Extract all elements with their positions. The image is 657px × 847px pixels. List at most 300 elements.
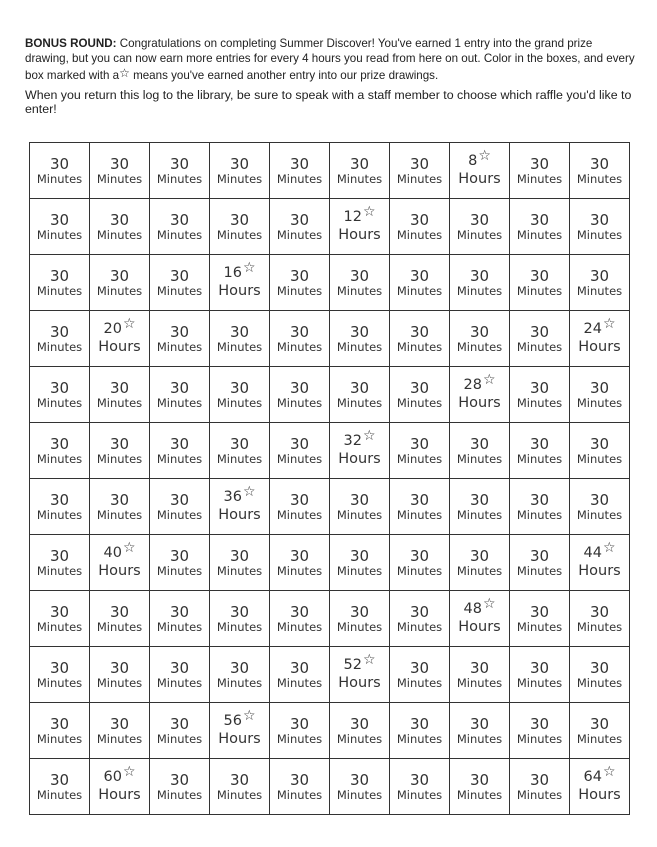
cell-unit: Minutes: [276, 339, 323, 354]
cell-unit: Minutes: [456, 731, 503, 746]
cell-unit: Minutes: [156, 563, 203, 578]
cell-number: 30: [589, 434, 610, 453]
time-cell[interactable]: [30, 367, 90, 423]
time-cell[interactable]: [270, 479, 330, 535]
time-cell[interactable]: [510, 367, 570, 423]
cell-number: 30: [409, 546, 430, 565]
cell-number: 30: [409, 714, 430, 733]
milestone-number: 60: [103, 768, 122, 785]
cell-number: 30: [49, 434, 70, 453]
time-cell[interactable]: [30, 479, 90, 535]
milestone-cell[interactable]: [450, 367, 510, 423]
milestone-cell[interactable]: [570, 311, 630, 367]
cell-number: 30: [589, 154, 610, 173]
time-cell[interactable]: [390, 759, 450, 815]
milestone-cell[interactable]: [330, 199, 390, 255]
time-cell[interactable]: [450, 759, 510, 815]
time-cell[interactable]: [510, 479, 570, 535]
cell-unit: Minutes: [216, 395, 263, 410]
cell-number: 30: [409, 434, 430, 453]
cell-unit: Minutes: [156, 171, 203, 186]
time-cell[interactable]: [210, 591, 270, 647]
cell-unit: Minutes: [336, 787, 383, 802]
cell-unit: Minutes: [276, 227, 323, 242]
time-cell[interactable]: [450, 479, 510, 535]
cell-unit: Minutes: [96, 171, 143, 186]
cell-number: 30: [169, 434, 190, 453]
cell-number: 30: [469, 770, 490, 789]
cell-unit: Minutes: [36, 339, 83, 354]
milestone-cell[interactable]: [210, 479, 270, 535]
cell-number: 30: [229, 546, 250, 565]
milestone-number-wrap: [90, 315, 149, 338]
cell-unit: Minutes: [96, 731, 143, 746]
time-cell[interactable]: [30, 535, 90, 591]
grid-row: [30, 143, 630, 199]
time-cell[interactable]: [150, 367, 210, 423]
cell-unit: Minutes: [156, 787, 203, 802]
cell-unit: Minutes: [216, 563, 263, 578]
cell-unit: Minutes: [396, 451, 443, 466]
time-cell[interactable]: [450, 199, 510, 255]
milestone-cell[interactable]: [210, 703, 270, 759]
cell-number: 30: [409, 210, 430, 229]
milestone-number: 8: [468, 152, 478, 169]
cell-number: 30: [229, 154, 250, 173]
cell-unit: Minutes: [396, 563, 443, 578]
cell-unit: Minutes: [396, 395, 443, 410]
time-cell[interactable]: [150, 759, 210, 815]
time-cell[interactable]: [90, 143, 150, 199]
milestone-unit: Hours: [218, 282, 261, 299]
milestone-number-wrap: [570, 315, 629, 338]
cell-unit: Minutes: [216, 787, 263, 802]
time-cell[interactable]: [570, 143, 630, 199]
time-cell[interactable]: [150, 535, 210, 591]
grid-row: [30, 591, 630, 647]
cell-unit: Minutes: [276, 395, 323, 410]
milestone-number-wrap: [330, 203, 389, 226]
cell-unit: Minutes: [36, 395, 83, 410]
grid-row: [30, 647, 630, 703]
time-cell[interactable]: [150, 647, 210, 703]
time-cell[interactable]: [450, 535, 510, 591]
milestone-cell[interactable]: [90, 759, 150, 815]
time-cell[interactable]: [210, 535, 270, 591]
cell-unit: Minutes: [36, 451, 83, 466]
cell-number: 30: [589, 210, 610, 229]
milestone-unit: Hours: [98, 786, 141, 803]
time-cell[interactable]: [30, 703, 90, 759]
milestone-number: 40: [103, 544, 122, 561]
cell-number: 30: [589, 490, 610, 509]
time-cell[interactable]: [570, 703, 630, 759]
milestone-number: 52: [343, 656, 362, 673]
time-cell[interactable]: [150, 311, 210, 367]
cell-number: 30: [589, 658, 610, 677]
cell-number: 30: [109, 714, 130, 733]
grid-row: [30, 311, 630, 367]
milestone-number: 28: [463, 376, 482, 393]
intro-text-b: means you've earned another entry into our prize drawings.: [129, 69, 439, 82]
milestone-cell[interactable]: [570, 535, 630, 591]
time-cell[interactable]: [270, 199, 330, 255]
time-cell[interactable]: [150, 199, 210, 255]
time-cell[interactable]: [570, 591, 630, 647]
time-cell[interactable]: [390, 143, 450, 199]
cell-number: 30: [289, 714, 310, 733]
cell-unit: Minutes: [276, 563, 323, 578]
time-cell[interactable]: [510, 759, 570, 815]
cell-number: 30: [109, 490, 130, 509]
cell-number: 30: [49, 602, 70, 621]
cell-unit: Minutes: [396, 339, 443, 354]
cell-unit: Minutes: [96, 675, 143, 690]
time-cell[interactable]: [510, 143, 570, 199]
cell-number: 30: [169, 602, 190, 621]
time-cell[interactable]: [210, 367, 270, 423]
time-cell[interactable]: [330, 143, 390, 199]
time-cell[interactable]: [150, 255, 210, 311]
cell-unit: Minutes: [456, 283, 503, 298]
cell-unit: Minutes: [576, 451, 623, 466]
cell-unit: Minutes: [156, 675, 203, 690]
time-cell[interactable]: [390, 199, 450, 255]
time-cell[interactable]: [210, 143, 270, 199]
time-cell[interactable]: [390, 703, 450, 759]
milestone-cell[interactable]: [330, 423, 390, 479]
milestone-unit: Hours: [338, 674, 381, 691]
milestone-number-wrap: [450, 371, 509, 394]
cell-number: 30: [49, 714, 70, 733]
grid-row: [30, 367, 630, 423]
star-icon: ☆: [122, 763, 136, 780]
cell-number: 30: [49, 154, 70, 173]
time-cell[interactable]: [450, 703, 510, 759]
time-cell[interactable]: [390, 647, 450, 703]
cell-number: 30: [109, 210, 130, 229]
cell-unit: Minutes: [36, 731, 83, 746]
cell-number: 30: [169, 266, 190, 285]
cell-unit: Minutes: [576, 171, 623, 186]
milestone-number-wrap: [210, 483, 269, 506]
time-cell[interactable]: [150, 591, 210, 647]
milestone-cell[interactable]: [450, 591, 510, 647]
cell-number: 30: [229, 770, 250, 789]
time-cell[interactable]: [510, 591, 570, 647]
time-cell[interactable]: [30, 759, 90, 815]
time-cell[interactable]: [30, 199, 90, 255]
cell-unit: Minutes: [336, 395, 383, 410]
time-cell[interactable]: [450, 647, 510, 703]
time-cell[interactable]: [510, 423, 570, 479]
milestone-unit: Hours: [218, 506, 261, 523]
cell-number: 30: [469, 434, 490, 453]
cell-unit: Minutes: [516, 171, 563, 186]
time-cell[interactable]: [210, 647, 270, 703]
time-cell[interactable]: [270, 255, 330, 311]
cell-unit: Minutes: [516, 507, 563, 522]
time-cell[interactable]: [390, 311, 450, 367]
cell-number: 30: [229, 378, 250, 397]
cell-unit: Minutes: [396, 283, 443, 298]
cell-number: 30: [109, 434, 130, 453]
time-cell[interactable]: [90, 255, 150, 311]
cell-number: 30: [469, 546, 490, 565]
time-cell[interactable]: [210, 311, 270, 367]
time-cell[interactable]: [270, 535, 330, 591]
time-cell[interactable]: [270, 591, 330, 647]
cell-number: 30: [169, 770, 190, 789]
cell-number: 30: [289, 602, 310, 621]
time-cell[interactable]: [390, 423, 450, 479]
cell-number: 30: [529, 714, 550, 733]
time-cell[interactable]: [90, 647, 150, 703]
time-cell[interactable]: [330, 255, 390, 311]
cell-number: 30: [529, 602, 550, 621]
cell-unit: Minutes: [456, 675, 503, 690]
cell-number: 30: [349, 154, 370, 173]
cell-unit: Minutes: [276, 675, 323, 690]
cell-number: 30: [529, 154, 550, 173]
time-cell[interactable]: [210, 759, 270, 815]
time-cell[interactable]: [30, 423, 90, 479]
cell-unit: Minutes: [36, 227, 83, 242]
time-cell[interactable]: [330, 703, 390, 759]
time-cell[interactable]: [390, 367, 450, 423]
cell-number: 30: [49, 658, 70, 677]
milestone-cell[interactable]: [90, 535, 150, 591]
cell-number: 30: [229, 434, 250, 453]
time-cell[interactable]: [30, 255, 90, 311]
cell-unit: Minutes: [276, 507, 323, 522]
cell-unit: Minutes: [576, 675, 623, 690]
milestone-unit: Hours: [578, 562, 621, 579]
time-cell[interactable]: [330, 311, 390, 367]
cell-number: 30: [49, 266, 70, 285]
cell-number: 30: [289, 658, 310, 677]
cell-number: 30: [229, 602, 250, 621]
cell-number: 30: [349, 714, 370, 733]
cell-number: 30: [409, 322, 430, 341]
cell-number: 30: [289, 434, 310, 453]
time-cell[interactable]: [150, 479, 210, 535]
cell-number: 30: [469, 714, 490, 733]
cell-unit: Minutes: [276, 451, 323, 466]
time-cell[interactable]: [390, 591, 450, 647]
time-cell[interactable]: [30, 591, 90, 647]
time-cell[interactable]: [570, 255, 630, 311]
time-cell[interactable]: [270, 703, 330, 759]
cell-number: 30: [169, 546, 190, 565]
milestone-unit: Hours: [578, 786, 621, 803]
star-icon: ☆: [242, 259, 256, 276]
time-cell[interactable]: [510, 199, 570, 255]
cell-unit: Minutes: [36, 283, 83, 298]
cell-number: 30: [49, 770, 70, 789]
cell-number: 30: [109, 154, 130, 173]
time-cell[interactable]: [90, 703, 150, 759]
milestone-unit: Hours: [458, 394, 501, 411]
cell-unit: Minutes: [276, 171, 323, 186]
milestone-cell[interactable]: [570, 759, 630, 815]
time-cell[interactable]: [30, 647, 90, 703]
time-cell[interactable]: [150, 143, 210, 199]
time-cell[interactable]: [90, 367, 150, 423]
time-cell[interactable]: [90, 479, 150, 535]
cell-number: 30: [529, 378, 550, 397]
cell-unit: Minutes: [216, 619, 263, 634]
cell-unit: Minutes: [276, 787, 323, 802]
milestone-number-wrap: [90, 763, 149, 786]
time-cell[interactable]: [570, 423, 630, 479]
cell-unit: Minutes: [96, 283, 143, 298]
time-cell[interactable]: [150, 423, 210, 479]
star-icon: ☆: [602, 763, 616, 780]
time-cell[interactable]: [570, 199, 630, 255]
time-cell[interactable]: [450, 311, 510, 367]
milestone-number-wrap: [450, 147, 509, 170]
cell-unit: Minutes: [96, 227, 143, 242]
time-cell[interactable]: [270, 367, 330, 423]
time-cell[interactable]: [510, 647, 570, 703]
grid-row: [30, 199, 630, 255]
cell-number: 30: [409, 658, 430, 677]
cell-unit: Minutes: [336, 507, 383, 522]
time-cell[interactable]: [30, 311, 90, 367]
cell-number: 30: [169, 378, 190, 397]
milestone-number: 36: [223, 488, 242, 505]
cell-unit: Minutes: [96, 507, 143, 522]
cell-number: 30: [289, 154, 310, 173]
time-cell[interactable]: [510, 311, 570, 367]
milestone-number-wrap: [210, 707, 269, 730]
time-cell[interactable]: [510, 255, 570, 311]
cell-unit: Minutes: [516, 283, 563, 298]
cell-unit: Minutes: [576, 283, 623, 298]
cell-number: 30: [109, 378, 130, 397]
time-cell[interactable]: [270, 759, 330, 815]
cell-number: 30: [529, 434, 550, 453]
cell-unit: Minutes: [336, 283, 383, 298]
cell-unit: Minutes: [336, 339, 383, 354]
cell-unit: Minutes: [396, 227, 443, 242]
time-cell[interactable]: [30, 143, 90, 199]
cell-number: 30: [409, 770, 430, 789]
cell-number: 30: [529, 490, 550, 509]
cell-number: 30: [529, 658, 550, 677]
time-cell[interactable]: [150, 703, 210, 759]
cell-number: 30: [289, 378, 310, 397]
cell-number: 30: [49, 322, 70, 341]
grid-row: [30, 479, 630, 535]
milestone-number: 32: [343, 432, 362, 449]
cell-number: 30: [349, 322, 370, 341]
time-cell[interactable]: [210, 199, 270, 255]
milestone-number-wrap: [90, 539, 149, 562]
milestone-cell[interactable]: [90, 311, 150, 367]
cell-unit: Minutes: [276, 283, 323, 298]
bonus-round-label: BONUS ROUND:: [25, 37, 117, 50]
cell-unit: Minutes: [516, 451, 563, 466]
star-icon: ☆: [122, 539, 136, 556]
time-cell[interactable]: [270, 647, 330, 703]
time-cell[interactable]: [510, 703, 570, 759]
time-cell[interactable]: [270, 423, 330, 479]
cell-unit: Minutes: [456, 787, 503, 802]
cell-number: 30: [49, 490, 70, 509]
cell-number: 30: [169, 490, 190, 509]
time-cell[interactable]: [390, 535, 450, 591]
milestone-number: 64: [583, 768, 602, 785]
time-cell[interactable]: [390, 479, 450, 535]
time-cell[interactable]: [330, 759, 390, 815]
milestone-cell[interactable]: [450, 143, 510, 199]
cell-number: 30: [289, 770, 310, 789]
time-cell[interactable]: [210, 423, 270, 479]
time-cell[interactable]: [570, 647, 630, 703]
time-cell[interactable]: [390, 255, 450, 311]
milestone-cell[interactable]: [210, 255, 270, 311]
cell-number: 30: [589, 378, 610, 397]
cell-unit: Minutes: [216, 339, 263, 354]
time-cell[interactable]: [510, 535, 570, 591]
time-cell[interactable]: [330, 535, 390, 591]
time-cell[interactable]: [90, 199, 150, 255]
cell-unit: Minutes: [396, 171, 443, 186]
cell-number: 30: [289, 322, 310, 341]
cell-number: 30: [469, 322, 490, 341]
cell-number: 30: [169, 154, 190, 173]
milestone-number: 24: [583, 320, 602, 337]
grid-row: [30, 423, 630, 479]
cell-unit: Minutes: [216, 675, 263, 690]
time-cell[interactable]: [450, 255, 510, 311]
time-cell[interactable]: [90, 591, 150, 647]
cell-number: 30: [409, 378, 430, 397]
cell-unit: Minutes: [156, 451, 203, 466]
grid-row: [30, 535, 630, 591]
time-cell[interactable]: [90, 423, 150, 479]
time-cell[interactable]: [570, 367, 630, 423]
time-cell[interactable]: [270, 143, 330, 199]
cell-number: 30: [529, 546, 550, 565]
cell-number: 30: [349, 546, 370, 565]
cell-number: 30: [409, 602, 430, 621]
cell-unit: Minutes: [156, 395, 203, 410]
cell-number: 30: [349, 490, 370, 509]
cell-unit: Minutes: [516, 787, 563, 802]
cell-unit: Minutes: [456, 507, 503, 522]
time-cell[interactable]: [270, 311, 330, 367]
time-cell[interactable]: [330, 367, 390, 423]
milestone-cell[interactable]: [330, 647, 390, 703]
return-instructions: When you return this log to the library, be sure to speak with a staff member to choose which raffle you'd like to enter!: [25, 88, 632, 116]
cell-number: 30: [469, 490, 490, 509]
cell-unit: Minutes: [96, 395, 143, 410]
time-cell[interactable]: [450, 423, 510, 479]
cell-unit: Minutes: [516, 395, 563, 410]
cell-unit: Minutes: [336, 619, 383, 634]
time-cell[interactable]: [330, 591, 390, 647]
cell-number: 30: [229, 322, 250, 341]
milestone-number: 56: [223, 712, 242, 729]
time-cell[interactable]: [330, 479, 390, 535]
milestone-number-wrap: [570, 763, 629, 786]
milestone-number-wrap: [330, 651, 389, 674]
cell-unit: Minutes: [576, 507, 623, 522]
time-cell[interactable]: [570, 479, 630, 535]
